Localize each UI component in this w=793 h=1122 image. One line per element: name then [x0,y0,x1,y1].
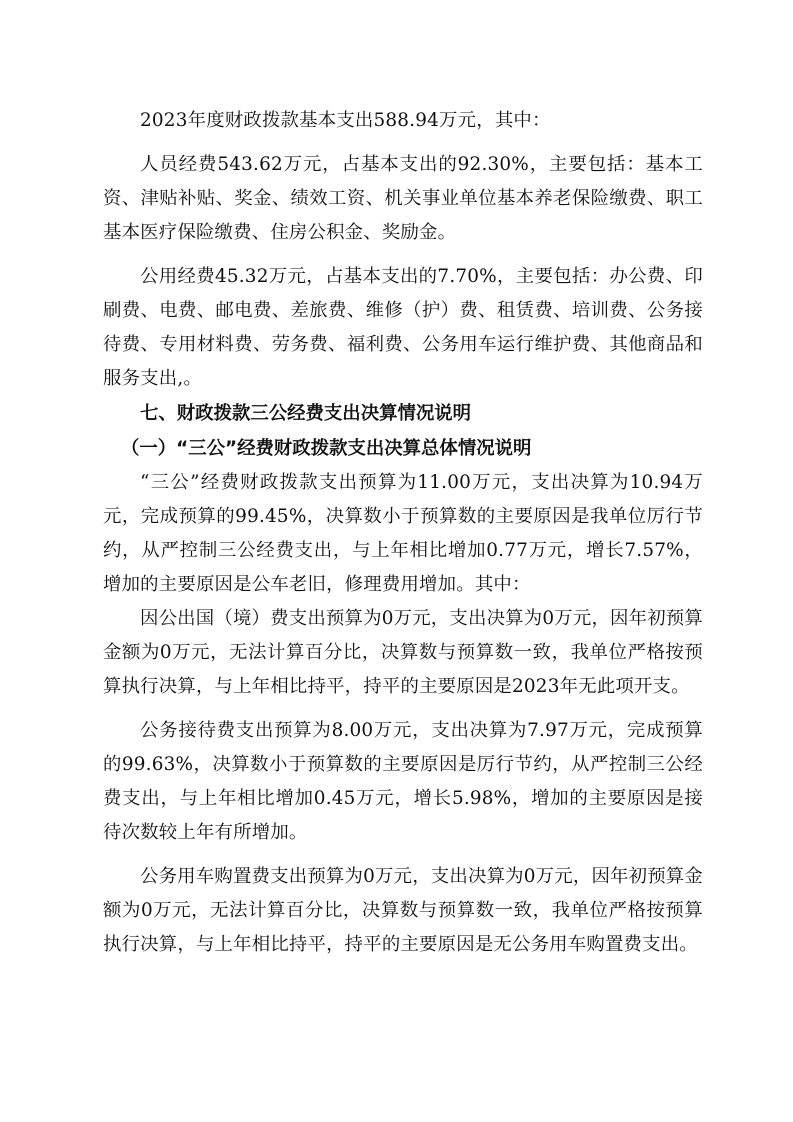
paragraph-basic-expenditure-total: 2023年度财政拨款基本支出588.94万元，其中： [140,110,551,131]
paragraph-overseas-travel: 因公出国（境）费支出预算为0万元，支出决算为0万元，因年初预算金额为0万元，无法计算百分比，决算数与预算数一致，我单位严格按预算执行决算，与上年相比持平，持平的主要原因是2023年无此项开支。 [103,608,703,697]
paragraph-official-reception: 公务接待费支出预算为8.00万元，支出决算为7.97万元，完成预算的99.63%，决算数小于预算数的主要原因是厉行节约，从严控制三公经费支出，与上年相比增加0.45万元，增长5.98%，增加的主要原因是接待次数较上年有所增加。 [103,720,703,843]
paragraph-sangong-overall: “三公”经费财政拨款支出预算为11.00万元，支出决算为10.94万元，完成预算的99.45%，决算数小于预算数的主要原因是我单位厉行节约，从严控制三公经费支出，与上年相比增加0.77万元，增长7.57%，增加的主要原因是公车老旧，修理费用增加。其中： [103,472,703,595]
subsection-heading-1: （一）“三公”经费财政拨款支出决算总体情况说明 [121,438,532,459]
section-heading-7: 七、财政拨款三公经费支出决算情况说明 [140,403,472,424]
paragraph-personnel-expenses: 人员经费543.62万元，占基本支出的92.30%，主要包括：基本工资、津贴补贴、奖金、绩效工资、机关事业单位基本养老保险缴费、职工基本医疗保险缴费、住房公积金、奖励金。 [103,154,703,243]
paragraph-vehicle-purchase: 公务用车购置费支出预算为0万元，支出决算为0万元，因年初预算金额为0万元，无法计算百分比，决算数与预算数一致，我单位严格按预算执行决算，与上年相比持平，持平的主要原因是无公务用车购置费支出。 [103,866,703,955]
paragraph-public-funds: 公用经费45.32万元，占基本支出的7.70%，主要包括：办公费、印刷费、电费、邮电费、差旅费、维修（护）费、租赁费、培训费、公务接待费、专用材料费、劳务费、福利费、公务用车运行维护费、其他商品和服务支出,。 [103,266,703,389]
document-body [103,104,703,962]
